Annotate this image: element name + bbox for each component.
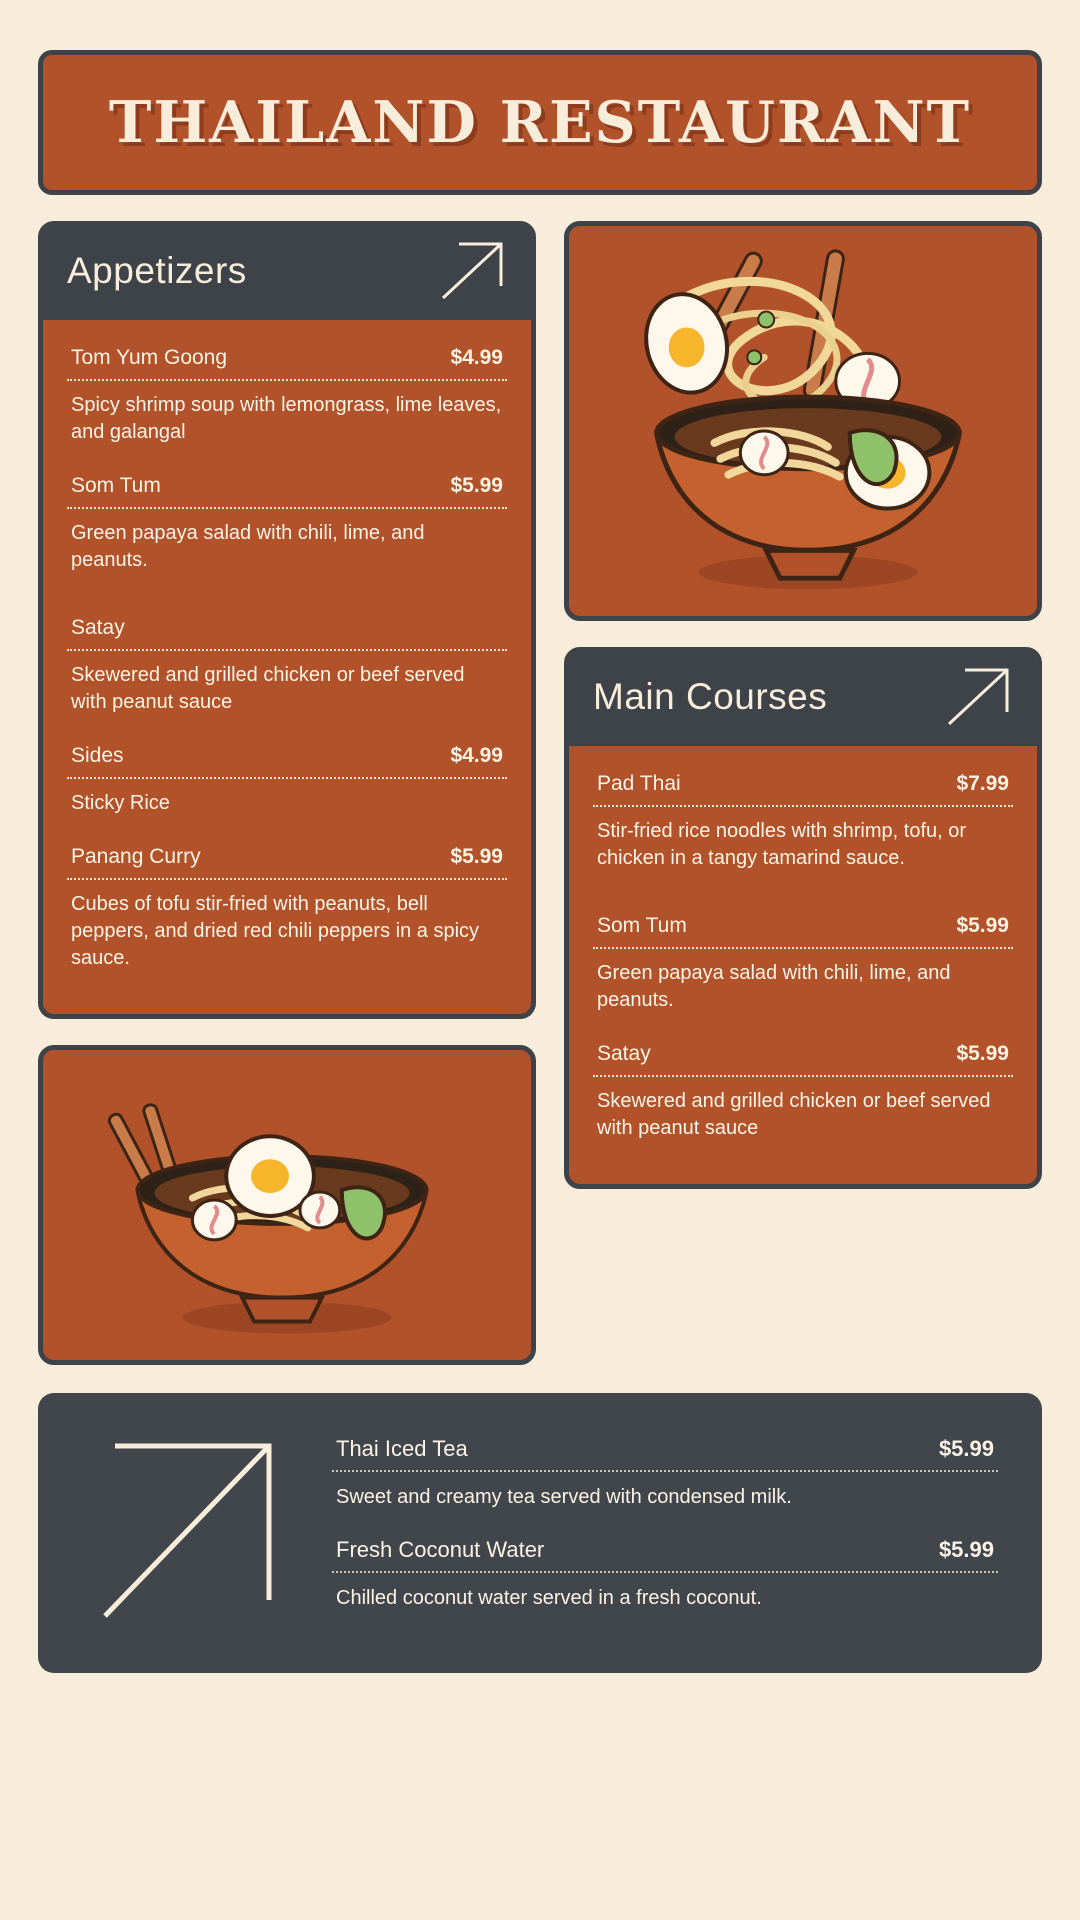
- item-row: [332, 1531, 998, 1573]
- item-description: Skewered and grilled chicken or beef served with peanut sauce: [597, 1090, 991, 1139]
- item-description: Sticky Rice: [71, 792, 170, 814]
- arrow-up-right-icon: [97, 1434, 277, 1629]
- item-name: Tom Yum Goong: [71, 346, 228, 369]
- list-item: [593, 1032, 1013, 1154]
- list-item: [67, 336, 507, 458]
- item-row: [67, 606, 507, 651]
- item-row: [67, 336, 507, 381]
- right-column: [564, 221, 1042, 1365]
- item-row: [593, 904, 1013, 949]
- item-price: $5.99: [938, 1436, 994, 1461]
- item-row: [67, 835, 507, 880]
- list-item: [67, 835, 507, 984]
- item-name: Fresh Coconut Water: [336, 1537, 545, 1562]
- appetizers-title: Appetizers: [67, 250, 247, 291]
- item-price: $4.99: [450, 744, 503, 767]
- item-row: [67, 734, 507, 779]
- noodle-bowl-small-illustration: [38, 1045, 536, 1365]
- item-price: $5.99: [450, 845, 503, 868]
- item-name: Panang Curry: [71, 845, 201, 868]
- item-name: Satay: [71, 616, 125, 639]
- item-description: Green papaya salad with chili, lime, and peanuts.: [597, 962, 951, 1011]
- arrow-up-right-icon: [945, 666, 1013, 728]
- item-price: $5.99: [956, 1042, 1009, 1065]
- arrow-up-right-icon: [439, 240, 507, 302]
- main-courses-title: Main Courses: [593, 676, 828, 717]
- item-price: $5.99: [450, 474, 503, 497]
- item-description: Green papaya salad with chili, lime, and peanuts.: [71, 522, 425, 571]
- item-price: $5.99: [956, 914, 1009, 937]
- content-columns: [38, 221, 1042, 1365]
- item-row: [593, 1032, 1013, 1077]
- item-row: [593, 762, 1013, 807]
- item-name: Som Tum: [597, 914, 687, 937]
- list-item: [67, 606, 507, 728]
- drinks-card: [38, 1393, 1042, 1673]
- item-name: Sides: [71, 744, 124, 767]
- page-title: THAILAND RESTAURANT: [108, 89, 972, 156]
- item-price: $5.99: [938, 1537, 994, 1562]
- item-row: [67, 464, 507, 509]
- main-courses-header: [569, 652, 1037, 746]
- appetizers-card: [38, 221, 536, 1019]
- noodle-bowl-illustration: [564, 221, 1042, 621]
- main-courses-card: [564, 647, 1042, 1189]
- noodle-bowl-small-icon: [43, 1050, 531, 1360]
- main-courses-body: [569, 746, 1037, 1184]
- list-item: [67, 734, 507, 829]
- noodle-bowl-icon: [569, 226, 1037, 616]
- item-description: Chilled coconut water served in a fresh coconut.: [336, 1587, 762, 1609]
- drinks-arrow-area: [72, 1434, 302, 1629]
- appetizers-body: [43, 320, 531, 1014]
- drinks-list: [332, 1430, 1008, 1632]
- left-column: [38, 221, 536, 1365]
- item-description: Sweet and creamy tea served with condensed milk.: [336, 1486, 792, 1508]
- item-description: Spicy shrimp soup with lemongrass, lime leaves, and galangal: [71, 394, 502, 443]
- item-name: Thai Iced Tea: [336, 1436, 468, 1461]
- header-banner: [38, 50, 1042, 195]
- item-description: Skewered and grilled chicken or beef served with peanut sauce: [71, 664, 465, 713]
- item-description: Stir-fried rice noodles with shrimp, tofu, or chicken in a tangy tamarind sauce.: [597, 820, 967, 869]
- list-item: [332, 1531, 998, 1626]
- item-name: Satay: [597, 1042, 651, 1065]
- item-price: $4.99: [450, 346, 503, 369]
- appetizers-header: [43, 226, 531, 320]
- item-name: Som Tum: [71, 474, 161, 497]
- item-price: $7.99: [956, 772, 1009, 795]
- list-item: [593, 904, 1013, 1026]
- item-row: [332, 1430, 998, 1472]
- list-item: [593, 762, 1013, 884]
- item-name: Pad Thai: [597, 772, 681, 795]
- item-description: Cubes of tofu stir-fried with peanuts, bell peppers, and dried red chili peppers in a spicy sauce.: [71, 893, 480, 969]
- list-item: [67, 464, 507, 586]
- list-item: [332, 1430, 998, 1525]
